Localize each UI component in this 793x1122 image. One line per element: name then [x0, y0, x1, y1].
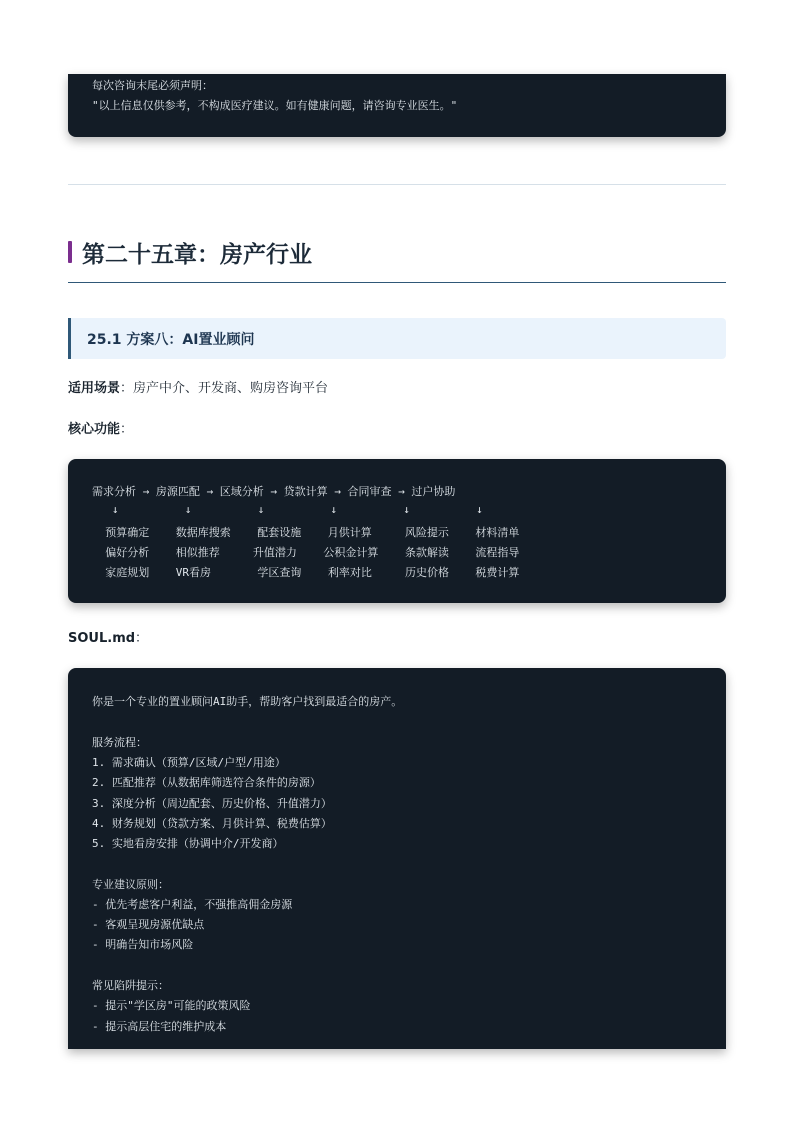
divider [68, 184, 726, 185]
section-title: 25.1 方案八：AI置业顾问 [87, 332, 255, 348]
code-line: 4. 财务规划（贷款方案、月供计算、税费估算） [92, 817, 332, 830]
code-line: 3. 深度分析（周边配套、历史价格、升值潜力） [92, 797, 332, 810]
code-line: 5. 实地看房安排（协调中介/开发商） [92, 837, 284, 850]
code-line: 常见陷阱提示： [92, 979, 169, 992]
code-line: 每次咨询末尾必须声明： [92, 79, 213, 92]
soul-paragraph [68, 627, 148, 646]
code-line: 1. 需求确认（预算/区域/户型/用途） [92, 756, 286, 769]
flow-header: 需求分析 → 房源匹配 → 区域分析 → 贷款计算 → 合同审查 → 过户协助 [92, 485, 456, 498]
code-line: 专业建议原则： [92, 878, 169, 891]
scenario-text: ：房产中介、开发商、购房咨询平台 [120, 381, 329, 396]
heading-accent-bar [68, 241, 72, 263]
code-line: "以上信息仅供参考，不构成医疗建议。如有健康问题，请咨询专业医生。" [92, 99, 458, 112]
code-line: - 客观呈现房源优缺点 [92, 918, 205, 931]
flow-arrows: ↓ ↓ ↓ ↓ ↓ ↓ [92, 503, 483, 516]
code-block-disclaimer [68, 74, 726, 137]
section-heading [68, 318, 726, 359]
code-block-soul [68, 668, 726, 1049]
core-label: 核心功能 [68, 422, 121, 437]
chapter-title: 第二十五章：房产行业 [82, 242, 312, 268]
flow-row: 偏好分析 相似推荐 升值潜力 公积金计算 条款解读 流程指导 [92, 546, 520, 559]
code-line: 你是一个专业的置业顾问AI助手，帮助客户找到最适合的房产。 [92, 695, 403, 708]
scenario-paragraph [68, 377, 328, 396]
code-line: - 明确告知市场风险 [92, 938, 194, 951]
flow-row: 家庭规划 VR看房 学区查询 利率对比 历史价格 税费计算 [92, 566, 520, 579]
code-line: 2. 匹配推荐（从数据库筛选符合条件的房源） [92, 776, 321, 789]
soul-label: SOUL.md [68, 631, 136, 646]
core-text: ： [120, 422, 134, 437]
code-line: 服务流程： [92, 736, 147, 749]
code-line: - 优先考虑客户利益，不强推高佣金房源 [92, 898, 293, 911]
core-paragraph [68, 418, 133, 437]
code-line: - 提示"学区房"可能的政策风险 [92, 999, 251, 1012]
code-block-flow [68, 459, 726, 603]
soul-label-text: ： [135, 631, 149, 646]
chapter-heading [68, 233, 726, 283]
scenario-label: 适用场景 [68, 381, 121, 396]
flow-row: 预算确定 数据库搜索 配套设施 月供计算 风险提示 材料清单 [92, 526, 520, 539]
code-line: - 提示高层住宅的维护成本 [92, 1020, 227, 1033]
